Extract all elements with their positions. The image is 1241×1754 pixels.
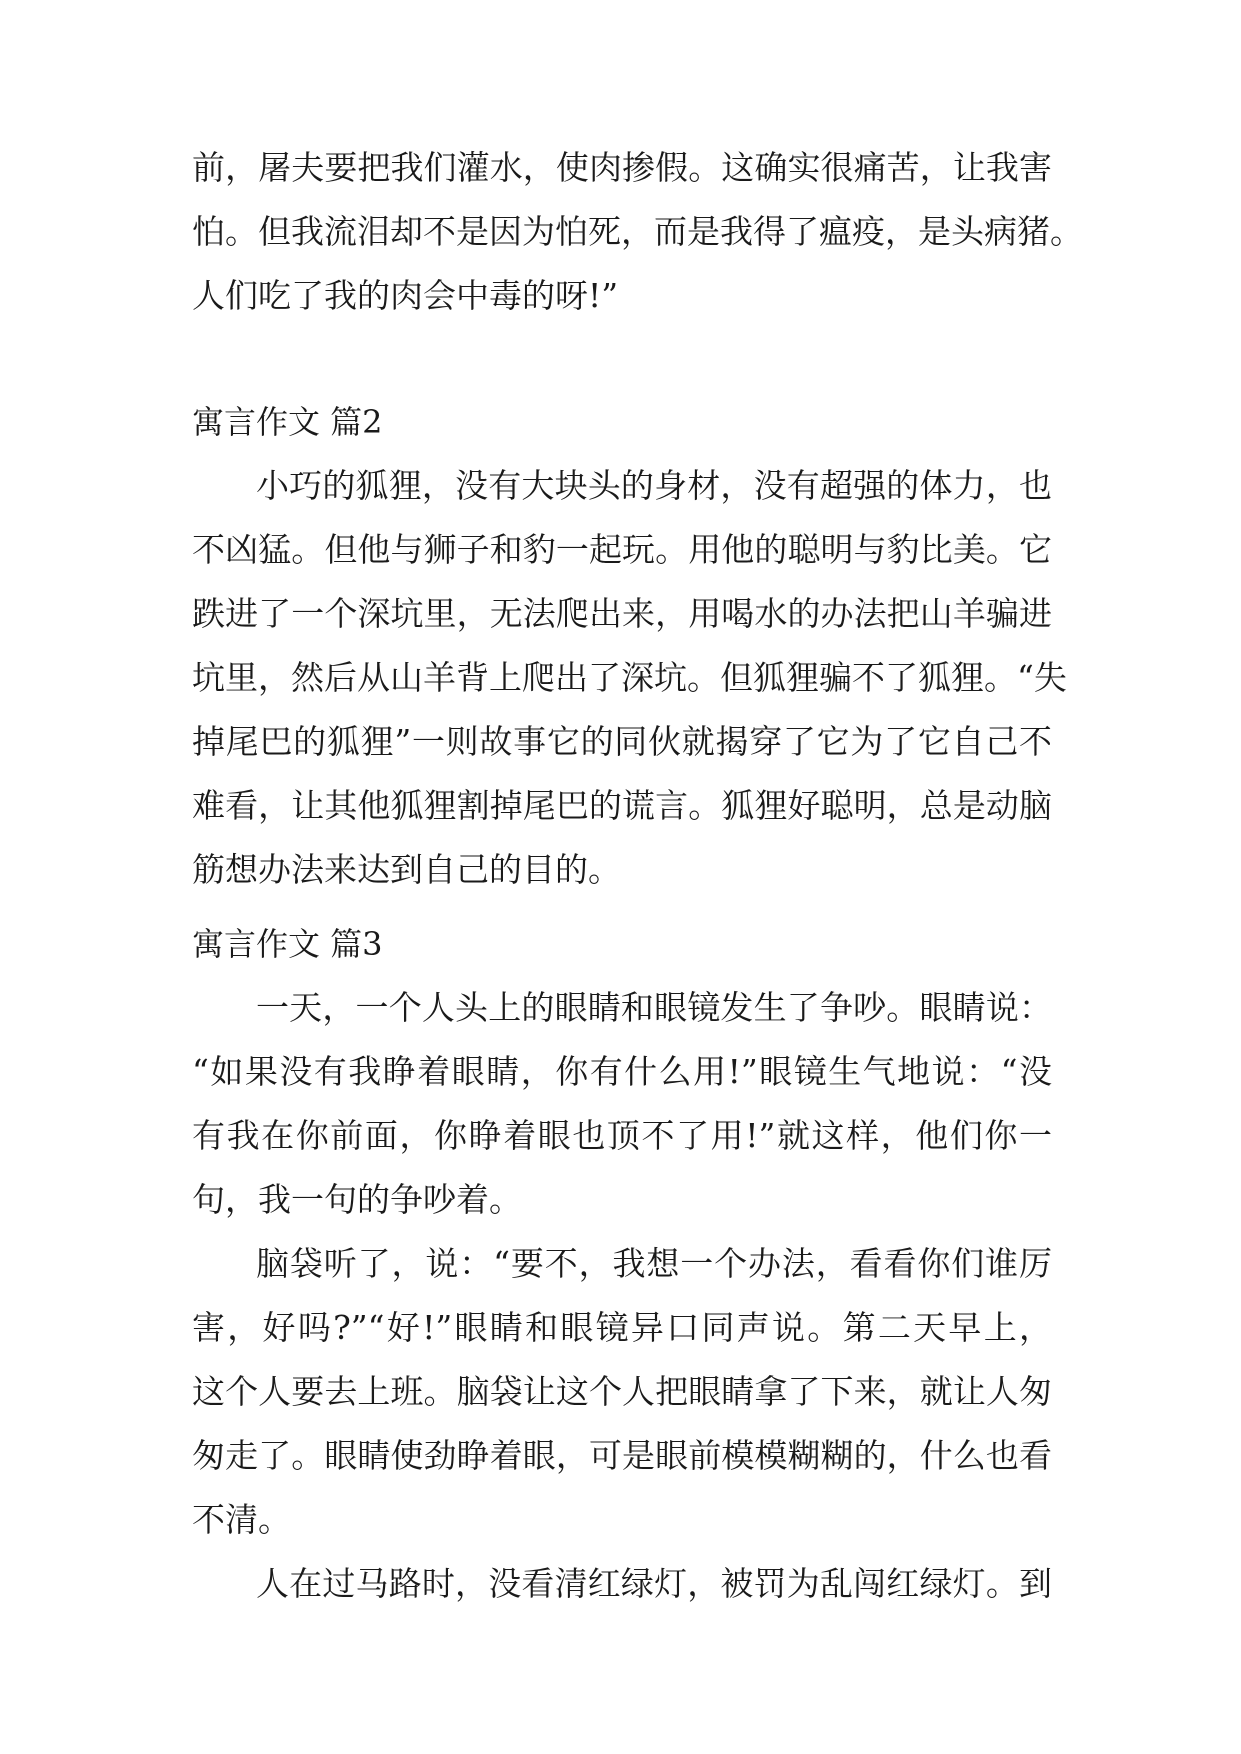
paragraph-line: 不凶猛。但他与狮子和豹一起玩。用他的聪明与豹比美。它 (192, 530, 1052, 569)
paragraph-line: 人在过马路时，没看清红绿灯，被罚为乱闯红绿灯。到 (256, 1564, 1052, 1603)
section-heading: 寓言作文 篇3 (192, 925, 383, 963)
paragraph-line: “如果没有我睁着眼睛，你有什么用!”眼镜生气地说：“没 (192, 1052, 1052, 1091)
paragraph-line: 跌进了一个深坑里，无法爬出来，用喝水的办法把山羊骗进 (192, 594, 1052, 633)
paragraph-line: 难看，让其他狐狸割掉尾巴的谎言。狐狸好聪明，总是动脑 (192, 786, 1052, 825)
paragraph-line: 不清。 (192, 1500, 291, 1539)
paragraph-line: 匆走了。眼睛使劲睁着眼，可是眼前模模糊糊的，什么也看 (192, 1436, 1052, 1475)
paragraph-line: 脑袋听了，说：“要不，我想一个办法，看看你们谁厉 (256, 1244, 1052, 1283)
paragraph-line: 句，我一句的争吵着。 (192, 1180, 522, 1219)
paragraph-line: 掉尾巴的狐狸”一则故事它的同伙就揭穿了它为了它自己不 (192, 722, 1052, 761)
paragraph-line: 人们吃了我的肉会中毒的呀!” (192, 276, 619, 315)
paragraph-line: 筋想办法来达到自己的目的。 (192, 850, 621, 889)
paragraph-line: 前，屠夫要把我们灌水，使肉掺假。这确实很痛苦，让我害 (192, 148, 1052, 187)
paragraph-line: 小巧的狐狸，没有大块头的身材，没有超强的体力，也 (256, 466, 1052, 505)
paragraph-line: 一天，一个人头上的眼睛和眼镜发生了争吵。眼睛说： (256, 988, 1052, 1027)
paragraph-line: 害，好吗?”“好!”眼睛和眼镜异口同声说。第二天早上， (192, 1308, 1052, 1347)
paragraph-line: 有我在你前面，你睁着眼也顶不了用!”就这样，他们你一 (192, 1116, 1052, 1155)
paragraph-line: 这个人要去上班。脑袋让这个人把眼睛拿了下来，就让人匆 (192, 1372, 1052, 1411)
section-heading: 寓言作文 篇2 (192, 403, 383, 441)
paragraph-line: 坑里，然后从山羊背上爬出了深坑。但狐狸骗不了狐狸。“失 (192, 658, 1067, 697)
paragraph-line: 怕。但我流泪却不是因为怕死，而是我得了瘟疫，是头病猪。 (192, 212, 1083, 251)
